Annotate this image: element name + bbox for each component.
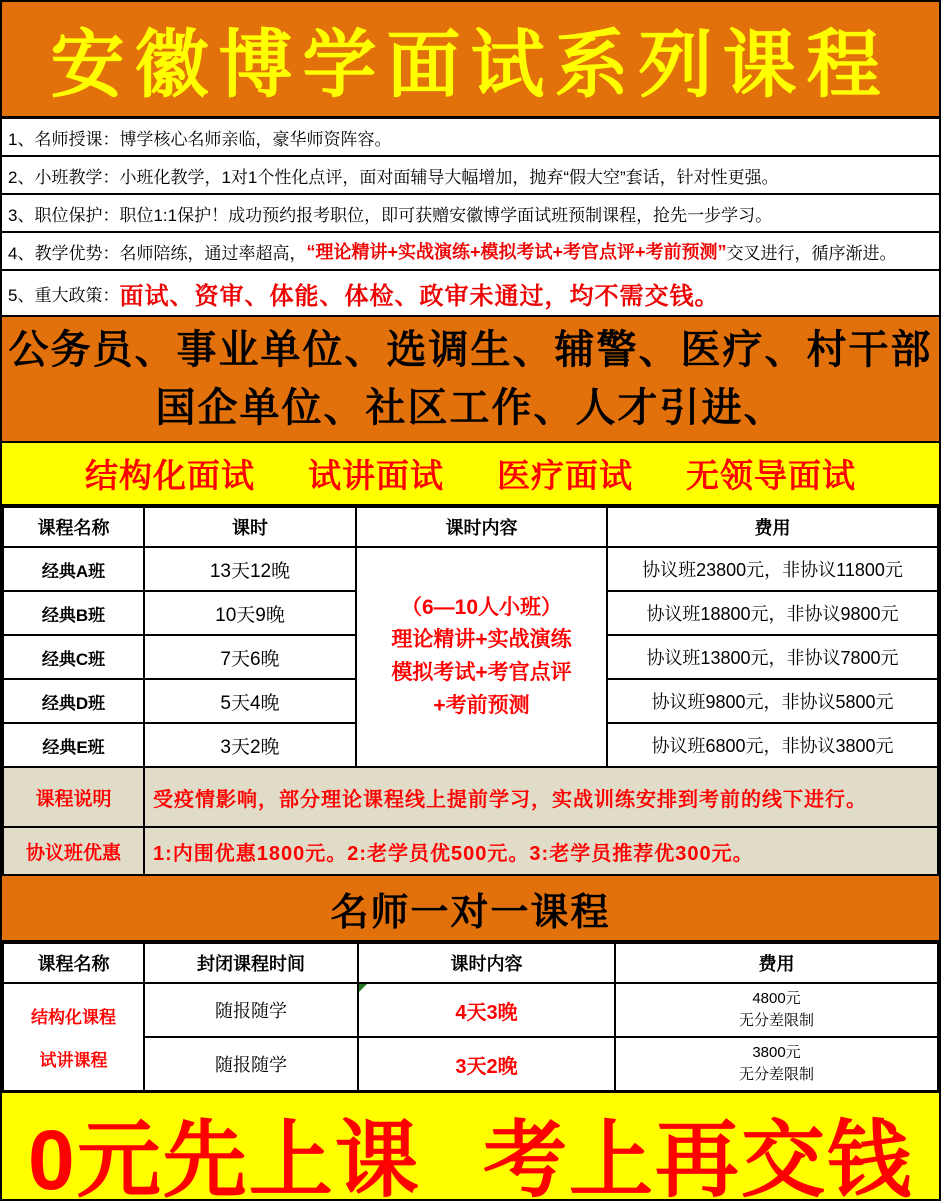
- column-header-hours: 课时: [144, 507, 356, 547]
- course-hours: 10天9晚: [144, 591, 356, 635]
- fee-condition: 无分差限制: [738, 1066, 814, 1083]
- note-label: 协议班优惠: [3, 827, 144, 875]
- course-name: 经典B班: [3, 591, 144, 635]
- one-on-one-table: [2, 942, 939, 1092]
- column-header-course-name: 课程名称: [3, 943, 144, 983]
- note-text: 1:内围优惠1800元。2:老学员优500元。3:老学员推荐优300元。: [144, 827, 938, 875]
- course-fee: 协议班13800元，非协议7800元: [607, 635, 938, 679]
- fee-amount: 4800元: [752, 989, 801, 1007]
- course-content: 3天2晚: [358, 1037, 615, 1091]
- column-header-content: 课时内容: [356, 507, 607, 547]
- column-header-fee: 费用: [615, 943, 938, 983]
- interview-type-structured: 结构化面试: [85, 457, 255, 494]
- feature-row-4: [2, 233, 939, 271]
- course-fee: [615, 1037, 938, 1091]
- course-fee: 协议班9800元，非协议5800元: [607, 679, 938, 723]
- course-name: 经典D班: [3, 679, 144, 723]
- content-line: +考前预测: [433, 693, 530, 717]
- feature-text: 3、职位保护：职位1:1保护！成功预约报考职位，即可获赠安徽博学面试班预制课程，抢先一步学习。: [8, 205, 773, 225]
- column-header-fee: 费用: [607, 507, 938, 547]
- course-content-merged-cell: [356, 547, 607, 767]
- one-on-one-banner: 名师一对一课程: [2, 876, 939, 942]
- column-header-course-name: 课程名称: [3, 507, 144, 547]
- course-fee: 协议班18800元，非协议9800元: [607, 591, 938, 635]
- feature-text: 4、教学优势：名师陪练，通过率超高，: [8, 243, 307, 263]
- course-schedule: 随报随学: [144, 1037, 358, 1091]
- content-line: 模拟考试+考官点评: [391, 661, 572, 684]
- feature-row-5: [2, 271, 939, 317]
- interview-type-leaderless: 无领导面试: [686, 457, 856, 494]
- slogan-right: 考上再交钱: [482, 1113, 913, 1201]
- footer-slogan-banner: [2, 1092, 939, 1201]
- one-on-one-header-row: [3, 943, 938, 983]
- audience-line-2: 国企单位、社区工作、人才引进、: [155, 386, 786, 430]
- discount-note-row: [3, 827, 938, 875]
- course-hours: 13天12晚: [144, 547, 356, 591]
- course-content: 4天3晚: [358, 983, 615, 1037]
- course-hours: 7天6晚: [144, 635, 356, 679]
- course-table-header-row: [3, 507, 938, 547]
- table-row: [3, 547, 938, 591]
- column-header-schedule: 封闭课程时间: [144, 943, 358, 983]
- feature-text: 2、小班教学：小班化教学，1对1个性化点评，面对面辅导大幅增加，抛弃“假大空”套话，针对性更强。: [8, 167, 779, 187]
- course-fee: [615, 983, 938, 1037]
- interview-type-medical: 医疗面试: [497, 457, 633, 494]
- audience-line-1: 公务员、事业单位、选调生、辅警、医疗、村干部: [8, 328, 933, 372]
- cell-note-marker-icon: [359, 984, 367, 992]
- slogan-left: 0元先上课: [28, 1113, 421, 1201]
- feature-text: 1、名师授课：博学核心名师亲临，豪华师资阵容。: [8, 129, 392, 149]
- feature-highlight: “理论精讲+实战演练+模拟考试+考官点评+考前预测”: [306, 242, 727, 262]
- fee-amount: 3800元: [752, 1043, 801, 1061]
- feature-tail: 交叉进行，循序渐进。: [726, 243, 897, 263]
- note-label: 课程说明: [3, 767, 144, 827]
- page-title: 安徽博学面试系列课程: [50, 22, 891, 108]
- course-name: 经典A班: [3, 547, 144, 591]
- course-fee: 协议班23800元，非协议11800元: [607, 547, 938, 591]
- course-name: 试讲课程: [39, 1051, 108, 1070]
- main-header: [2, 2, 939, 119]
- course-note-row: [3, 767, 938, 827]
- course-fee: 协议班6800元，非协议3800元: [607, 723, 938, 767]
- one-on-one-course-names-cell: [3, 983, 144, 1091]
- course-hours: 3天2晚: [144, 723, 356, 767]
- interview-type-lecture: 试讲面试: [308, 457, 444, 494]
- fee-condition: 无分差限制: [738, 1012, 814, 1029]
- table-row: [3, 1037, 938, 1091]
- course-schedule: 随报随学: [144, 983, 358, 1037]
- interview-types-banner: [2, 443, 939, 506]
- feature-highlight: 面试、资审、体能、体检、政审未通过，均不需交钱。: [119, 280, 720, 310]
- course-table: [2, 506, 939, 876]
- feature-row-1: [2, 119, 939, 157]
- note-text: 受疫情影响，部分理论课程线上提前学习，实战训练安排到考前的线下进行。: [144, 767, 938, 827]
- audience-banner: [2, 317, 939, 443]
- course-name: 经典E班: [3, 723, 144, 767]
- course-name: 经典C班: [3, 635, 144, 679]
- course-hours: 5天4晚: [144, 679, 356, 723]
- feature-text: 5、重大政策：: [8, 285, 120, 305]
- course-name: 结构化课程: [31, 1008, 116, 1027]
- content-line: 理论精讲+实战演练: [391, 628, 572, 652]
- column-header-content: 课时内容: [358, 943, 615, 983]
- content-line: （6—10人小班）: [400, 595, 563, 619]
- feature-list: [2, 119, 939, 317]
- feature-row-3: [2, 195, 939, 233]
- table-row: [3, 983, 938, 1037]
- feature-row-2: [2, 157, 939, 195]
